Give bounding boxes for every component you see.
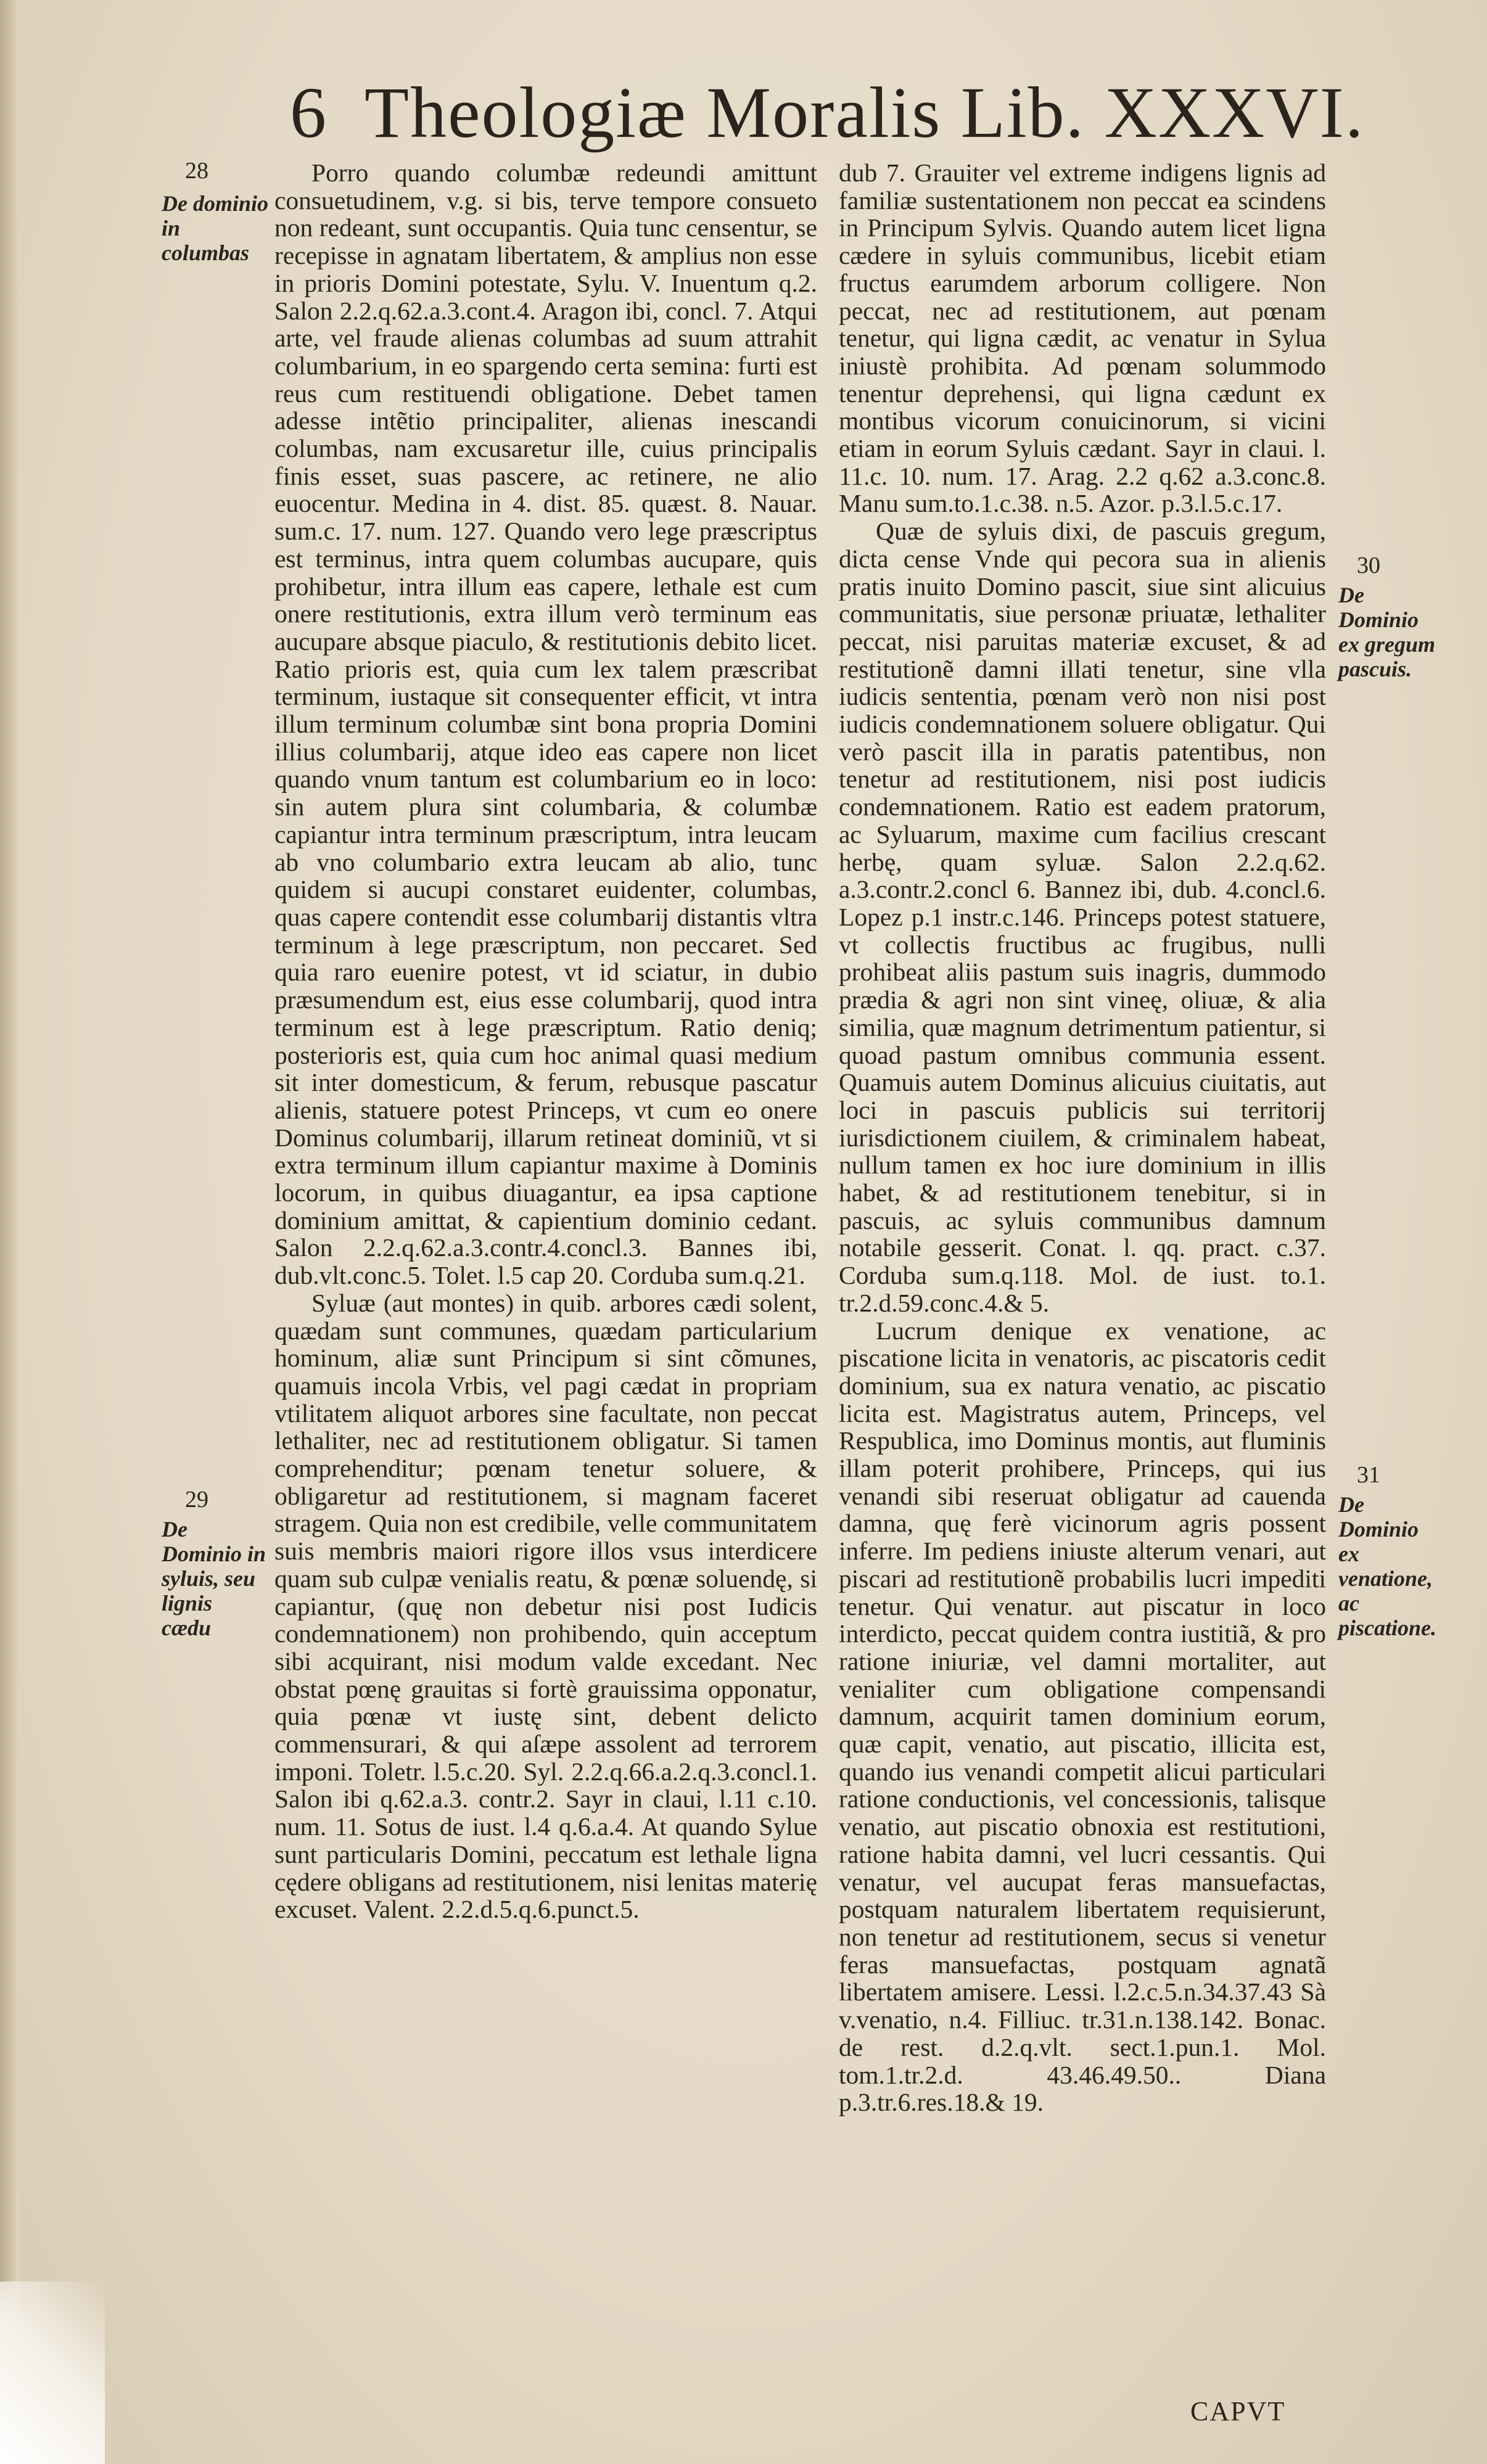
paragraph: Quæ de syluis dixi, de pascuis gregum, dicta cense Vnde qui pecora sua in alienis pratis inuito Domino pascit, siue sint alicuius communitatis, siue personæ priuatæ, lethaliter peccat, nisi paruitas materiæ excuset, & ad restitutionẽ damni illati tenetur, sine vlla iudicis sententia, pœnam verò non nisi post iudicis condemnationem soluere obligatur. Qui verò pascit illa in paratis patentibus, non tenetur ad restitutionem, nisi post iudicis condemnationem. Ratio est eadem pratorum, ac Syluarum, maxime cum facilius crescant herbę, quam syluæ. Salon 2.2.q.62. a.3.contr.2.concl 6. Bannez ibi, dub. 4.concl.6. Lopez p.1 instr.c.146. Princeps potest statuere, vt collectis fructibus ac frugibus, nulli prohibeat aliis pastum suis inagris, dummodo prædia & agri non sint vineę, oliuæ, & alia similia, quæ magnum detrimentum patientur, si quoad pastum omnibus communia essent. Quamuis autem Dominus alicuius ciuitatis, aut loci in pascuis publicis sui territorij iurisdictionem ciuilem, & criminalem habeat, nullum tamen ex hoc iure dominium in illis habet, & ad restitutionem tenebitur, si in pascuis, ac syluis communibus damnum notabile gesserit. Conat. l. qq. pract. c.37. Corduba sum.q.118. Mol. de iust. to.1. tr.2.d.59.conc.4.& 5.: [839, 517, 1326, 1317]
margin-number-28: 28: [185, 158, 208, 184]
right-column: [839, 159, 1326, 2116]
paragraph: Porro quando columbæ redeundi amittunt consuetudinem, v.g. si bis, terve tempore consueto non redeant, sunt occupantis. Quia tunc censentur, se recepisse in agnatam libertatem, & amplius non esse in prioris Domini potestate, Sylu. V. Inuentum q.2. Salon 2.2.q.62.a.3.cont.4. Aragon ibi, concl. 7. Atqui arte, vel fraude alienas columbas ad suum attrahit columbarium, in eo spargendo certa semina: furti est reus cum restituendi obligatione. Debet tamen adesse intẽtio principaliter, alienas inescandi columbas, nam excusaretur ille, cuius principalis finis esset, suas pascere, ac retinere, ne alio euocentur. Medina in 4. dist. 85. quæst. 8. Nauar. sum.c. 17. num. 127. Quando vero lege præscriptus est terminus, intra quem columbas aucupare, quis prohibetur, intra illum eas capere, lethale est cum onere restitutionis, extra illum verò terminum eas aucupare absque piaculo, & restitutionis debito licet. Ratio prioris est, quia cum lex talem præscribat terminum, iustaque sit consequenter efficit, vt intra illum terminum columbæ sint bona propria Domini illius columbarij, atque ideo eas capere non licet quando vnum tantum est columbarium eo in loco: sin autem plura sint columbaria, & columbæ capiantur intra terminum præscriptum, intra leucam ab vno columbario extra leucam ab alio, tunc quidem si aucupi constaret euidenter, columbas, quas capere contendit esse columbarij distantis vltra terminum à lege præscriptum, non peccaret. Sed quia raro euenire potest, vt id sciatur, in dubio præsumendum est, eius esse columbarij, quod intra terminum est à lege præscriptum. Ratio deniq; posterioris est, quia cum hoc animal quasi medium sit inter domesticum, & ferum, rebusque pascatur alienis, statuere potest Princeps, vt cum eo onere Dominus columbarij, illarum retineat dominiũ, vt si extra terminum illum capiantur maxime à Dominis locorum, in quibus diuagantur, ea ipsa captione dominium amittat, & capientium dominio cedant. Salon 2.2.q.62.a.3.contr.4.concl.3. Bannes ibi, dub.vlt.conc.5. Tolet. l.5 cap 20. Corduba sum.q.21.: [274, 158, 817, 1290]
paragraph: Syluæ (aut montes) in quib. arbores cædi solent, quædam sunt communes, quædam particularium hominum, aliæ sunt Principum si sint cõmunes, quamuis incola Vrbis, vel pagi cædat in propriam vtilitatem aliquot arbores sine facultate, non peccat lethaliter, nec ad restitutionem obligatur. Si tamen comprehenditur; pœnam tenetur soluere, & obligaretur ad restitutionem, si magnam faceret stragem. Quia non est credibile, velle communitatem suis membris maiori rigore illos vsus interdicere quam sub culpæ venialis reatu, & pœnæ soluendę, si capiantur, (quę non debetur nisi post Iudicis condemnationem) non prohibendo, quin acceptum sibi acquirant, nisi modum valde excedant. Nec obstat pœnę grauitas si fortè grauissima opponatur, quia pœnæ vt iustę sint, debent delicto commensurari, & qui aſæpe assolent ad terrorem imponi. Toletr. l.5.c.20. Syl. 2.2.q.66.a.2.q.3.concl.1. Salon ibi q.62.a.3. contr.2. Sayr in claui, l.11 c.10. num. 11. Sotus de iust. l.4 q.6.a.4. At quando Sylue sunt particularis Domini, peccatum est lethale ligna cędere obligans ad restitutionem, nisi lenitas materię excuset. Valent. 2.2.d.5.q.6.punct.5.: [274, 1288, 817, 1924]
page-number: 6: [290, 72, 327, 153]
paragraph: Lucrum denique ex venatione, ac piscatione licita in venatoris, ac piscatoris cedit dominium, sua ex natura venatio, ac piscatio licita est. Magistratus autem, Princeps, vel Respublica, imo Dominus montis, aut fluminis illam poterit prohibere, Princeps, qui ius venandi sibi reseruat obligatur ad cauenda damna, quę ferè vicinorum agris possent inferre. Im pediens iniuste alterum venari, aut piscari ad restitutionẽ probabilis lucri impediti tenetur. Qui venatur. aut piscatur in loco interdicto, peccat quidem contra iustitiã, & pro ratione iniuriæ, vel damni mortaliter, aut venialiter cum obligatione compensandi damnum, acquirit tamen dominium eorum, quæ capit, venatio, aut piscatio, illicita est, quando ius venandi competit alicui particulari ratione conductionis, vel concessionis, talisque venatio, aut piscatio obnoxia est restitutioni, ratione habita damni, vel lucri cessantis. Qui venatur, vel aucupat feras mansuefactas, postquam naturalem libertatem requisierunt, non tenetur ad restitutionem, secus si venetur feras mansuefactas, postquam agnatã libertatem amisere. Lessi. l.2.c.5.n.34.37.43 Sà v.venatio, n.4. Filliuc. tr.31.n.138.142. Bonac. de rest. d.2.q.vlt. sect.1.pun.1. Mol. tom.1.tr.2.d. 43.46.49.50.. Diana p.3.tr.6.res.18.& 19.: [839, 1316, 1326, 2117]
margin-number-29: 29: [185, 1487, 208, 1513]
margin-number-30: 30: [1357, 552, 1380, 578]
margin-note-pascuis: De Dominio ex gregum pascuis.: [1338, 583, 1435, 681]
left-column: [274, 159, 817, 1923]
margin-note-syluis: De Dominio in syluis, seu lignis cædu: [162, 1517, 266, 1640]
running-title: Theologiæ Moralis Lib. XXXVI.: [365, 72, 1365, 153]
running-head: [290, 71, 1364, 155]
margin-note-venatione: De Dominio ex venatione, ac piscatione.: [1338, 1492, 1436, 1640]
catchword: CAPVT: [1190, 2396, 1286, 2426]
paragraph: dub 7. Grauiter vel extreme indigens lignis ad familiæ sustentationem non peccat ea scindens in Principum Sylvis. Quando autem licet ligna cædere in syluis communibus, licebit etiam fructus earumdem arborum colligere. Non peccat, nec ad restitutionem, aut pœnam tenetur, qui ligna cædit, ac venatur in Sylua iniustè prohibita. Ad pœnam solummodo tenentur deprehensi, qui ligna cædunt ex montibus vicorum conuicinorum, si vicini etiam in eorum Syluis cædant. Sayr in claui. l. 11.c. 10. num. 17. Arag. 2.2 q.62 a.3.conc.8. Manu sum.to.1.c.38. n.5. Azor. p.3.l.5.c.17.: [839, 158, 1326, 518]
margin-number-31: 31: [1357, 1462, 1380, 1488]
page-gutter-shadow: [0, 0, 19, 2464]
torn-corner: [0, 2281, 105, 2464]
margin-note-columbas: De dominio in columbas: [162, 191, 269, 265]
